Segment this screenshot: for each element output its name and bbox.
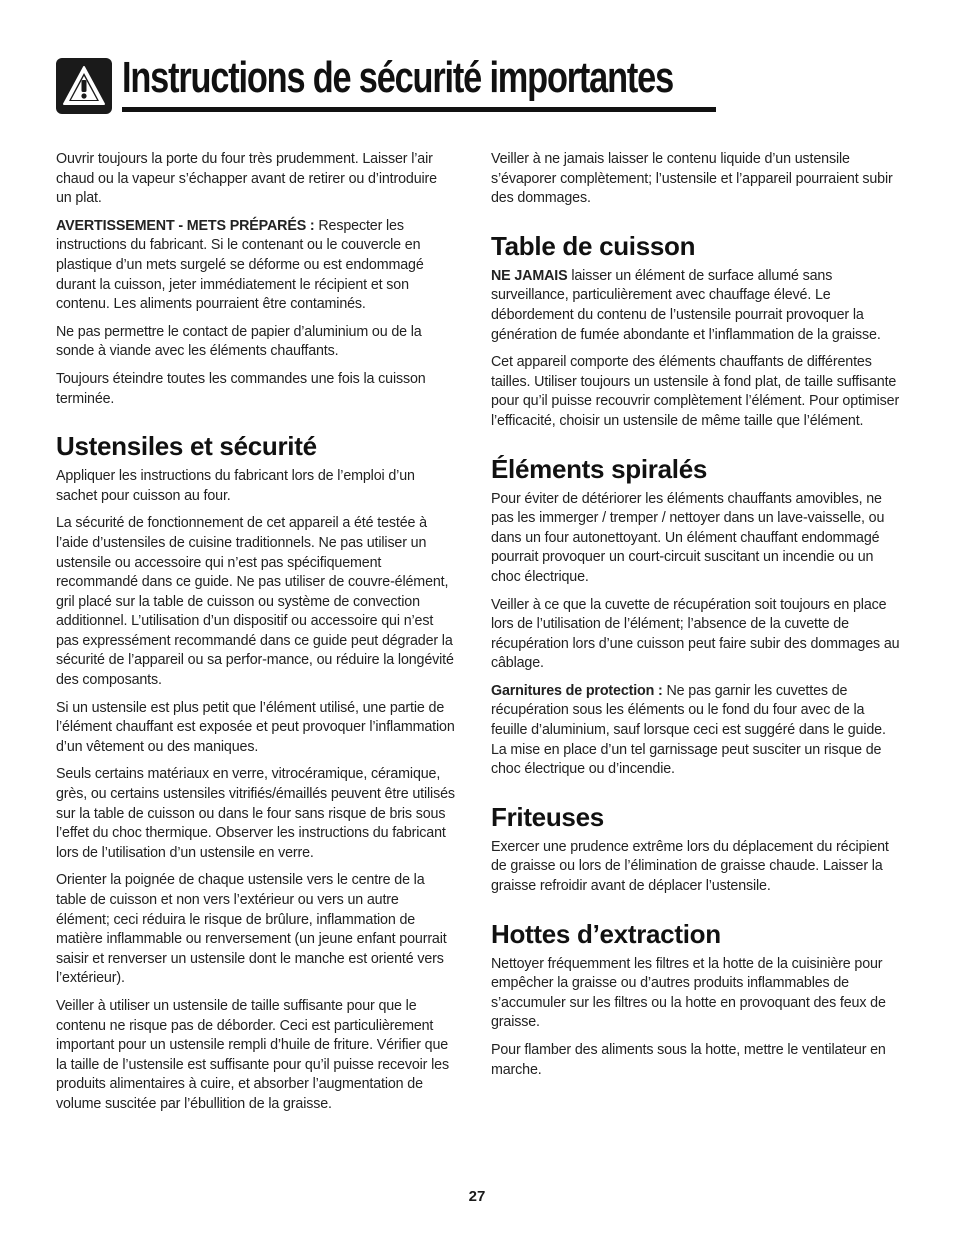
- turn-off-controls-paragraph: Toujours éteindre toutes les commandes une fois la cuisson terminée.: [56, 370, 426, 407]
- cooktop-heading: Table de cuisson: [491, 230, 696, 261]
- aluminum-foil-paragraph: Ne pas permettre le contact de papier d’aluminium ou de la sonde à viande avec les éléments chauffants.: [56, 323, 422, 360]
- cooktop-paragraph-1: [491, 267, 901, 345]
- utensils-safety-heading: Ustensiles et sécurité: [56, 431, 317, 462]
- coil-elements-paragraph-2: Veiller à ce que la cuvette de récupération soit toujours en place lors de l’utilisation de l’élément; l’absence de la cuvette de récupération lors d’une cuisson peut faire subir des dommages au câblage.: [491, 596, 900, 672]
- prepared-food-warning-lead: AVERTISSEMENT - METS PRÉPARÉS :: [56, 217, 315, 234]
- utensils-paragraph-3: Si un ustensile est plus petit que l’élément utilisé, une partie de l’élément chauffant est exposée et peut provoquer l’inflammation d’un vêtement ou des maniques.: [56, 699, 455, 755]
- deep-fryers-paragraph: Exercer une prudence extrême lors du déplacement du récipient de graisse ou lors de l’élimination de graisse chaude. Laisser la graisse refroidir avant de déplacer l’ustensile.: [491, 838, 889, 895]
- oven-door-paragraph: Ouvrir toujours la porte du four très prudemment. Laisser l’air chaud ou la vapeur s’échapper avant de retirer ou d’introduire un plat.: [56, 151, 437, 207]
- right-column: [491, 150, 901, 1088]
- page-number: 27: [468, 1188, 486, 1205]
- range-hoods-paragraph-1: Nettoyer fréquemment les filtres et la hotte de la cuisinière pour empêcher la graisse ou d’autres produits inflammables de s’accumuler sur les filtres ou la hotte en provoquant des feux de graisse.: [491, 955, 886, 1031]
- coil-elements-paragraph-1: Pour éviter de détériorer les éléments chauffants amovibles, ne pas les immerger / tremper / nettoyer dans un lave-vaisselle, ou dans un four autonettoyant. Un élément chauffant endommagé pourrait provoquer un court-circuit suscitant un incendie ou un choc électrique.: [491, 490, 885, 585]
- prepared-food-warning-text: Respecter les instructions du fabricant. Si le contenant ou le couvercle en plastique d’un mets surgelé se déforme ou est endommagé durant la cuisson, jeter immédiatement le récipient et son contenu. Les aliments pourraient être contaminés.: [56, 217, 424, 313]
- cooktop-paragraph-2: Cet appareil comporte des éléments chauffants de différentes tailles. Utiliser toujours un ustensile à fond plat, de taille suffisante pour qu’il puisse recouvrir complètement l’élément. Pour optimiser l’efficacité, choisir un ustensile de même taille que l’élément.: [491, 354, 900, 429]
- warning-triangle-icon: [56, 58, 112, 114]
- coil-elements-heading: Éléments spiralés: [491, 453, 708, 484]
- protective-liners-lead: Garnitures de protection :: [491, 682, 663, 699]
- cooktop-never-lead: NE JAMAIS: [491, 267, 568, 284]
- protective-liners-text: Ne pas garnir les cuvettes de récupération sous les éléments ou le fond du four avec de la feuille d’aluminium, sauf lorsque ceci est suggéré dans le guide. La mise en place d’un tel garnissage peut susciter un risque de choc électrique ou d’incendie.: [491, 682, 886, 778]
- prepared-food-warning-paragraph: [56, 217, 456, 315]
- utensils-paragraph-4: Seuls certains matériaux en verre, vitrocéramique, céramique, grès, ou certains ustensiles vitrifiés/émaillés peuvent être utilisés sur la table de cuisson ou dans le four sans risque de bris sous l’effet du choc thermique. Observer les instructions du fabricant lors de l’utilisation d’un ustensile en verre.: [56, 766, 455, 861]
- utensils-paragraph-6: Veiller à utiliser un ustensile de taille suffisante pour que le contenu ne risque pas de déborder. Ceci est particulièrement important pour un ustensile rempli d’huile de friture. Vérifier que la taille de l’ustensile est suffisante pour qu’il puisse recevoir les produits alimentaires à cuire, et absorber l’augmentation de volume suscitée par l’ébullition de la graisse.: [56, 997, 449, 1112]
- left-column: [56, 150, 456, 1123]
- deep-fryers-heading: Friteuses: [491, 801, 604, 832]
- utensils-paragraph-2: La sécurité de fonctionnement de cet appareil a été testée à l’aide d’ustensiles de cuisine traditionnels. Ne pas utiliser un ustensile ou accessoire qui n’est pas spécifiquement recommandé dans ce guide. Ne pas utiliser de couvre-élément, gril placé sur la table de cuisson ou système de convection additionnel. L’utilisation d’un dispositif ou accessoire qui n’est pas expressément recommandé dans ce guide peut dégrader la sécurité de l’appareil ou sa perfor-mance, ou réduire la longévité des composants.: [56, 515, 454, 689]
- range-hoods-paragraph-2: Pour flamber des aliments sous la hotte, mettre le ventilateur en marche.: [491, 1042, 886, 1078]
- range-hoods-heading: Hottes d’extraction: [491, 918, 721, 949]
- liquid-evaporation-paragraph: Veiller à ne jamais laisser le contenu liquide d’un ustensile s’évaporer complètement; l’ustensile et l’appareil pourraient subir des dommages.: [491, 151, 893, 207]
- title-underline: [122, 107, 716, 112]
- utensils-paragraph-1: Appliquer les instructions du fabricant lors de l’emploi d’un sachet pour cuisson au four.: [56, 468, 415, 504]
- protective-liners-paragraph: [491, 682, 901, 780]
- page-title: Instructions de sécurité importantes: [122, 53, 673, 102]
- cooktop-never-text: laisser un élément de surface allumé sans surveillance, particulièrement avec chauffage élevé. Le débordement du contenu de l’ustensile pourrait provoquer la génération de fumée abondante et l’inflammation de la graisse.: [491, 267, 881, 343]
- utensils-paragraph-5: Orienter la poignée de chaque ustensile vers le centre de la table de cuisson et non vers l’extérieur ou vers un autre élément; ceci réduira le risque de brûlure, inflammation de matière inflammable ou renversement (un jeune enfant pourrait saisir et renverser un ustensile dont le manche est orienté vers l’extérieur).: [56, 872, 447, 987]
- page-header: [56, 50, 716, 114]
